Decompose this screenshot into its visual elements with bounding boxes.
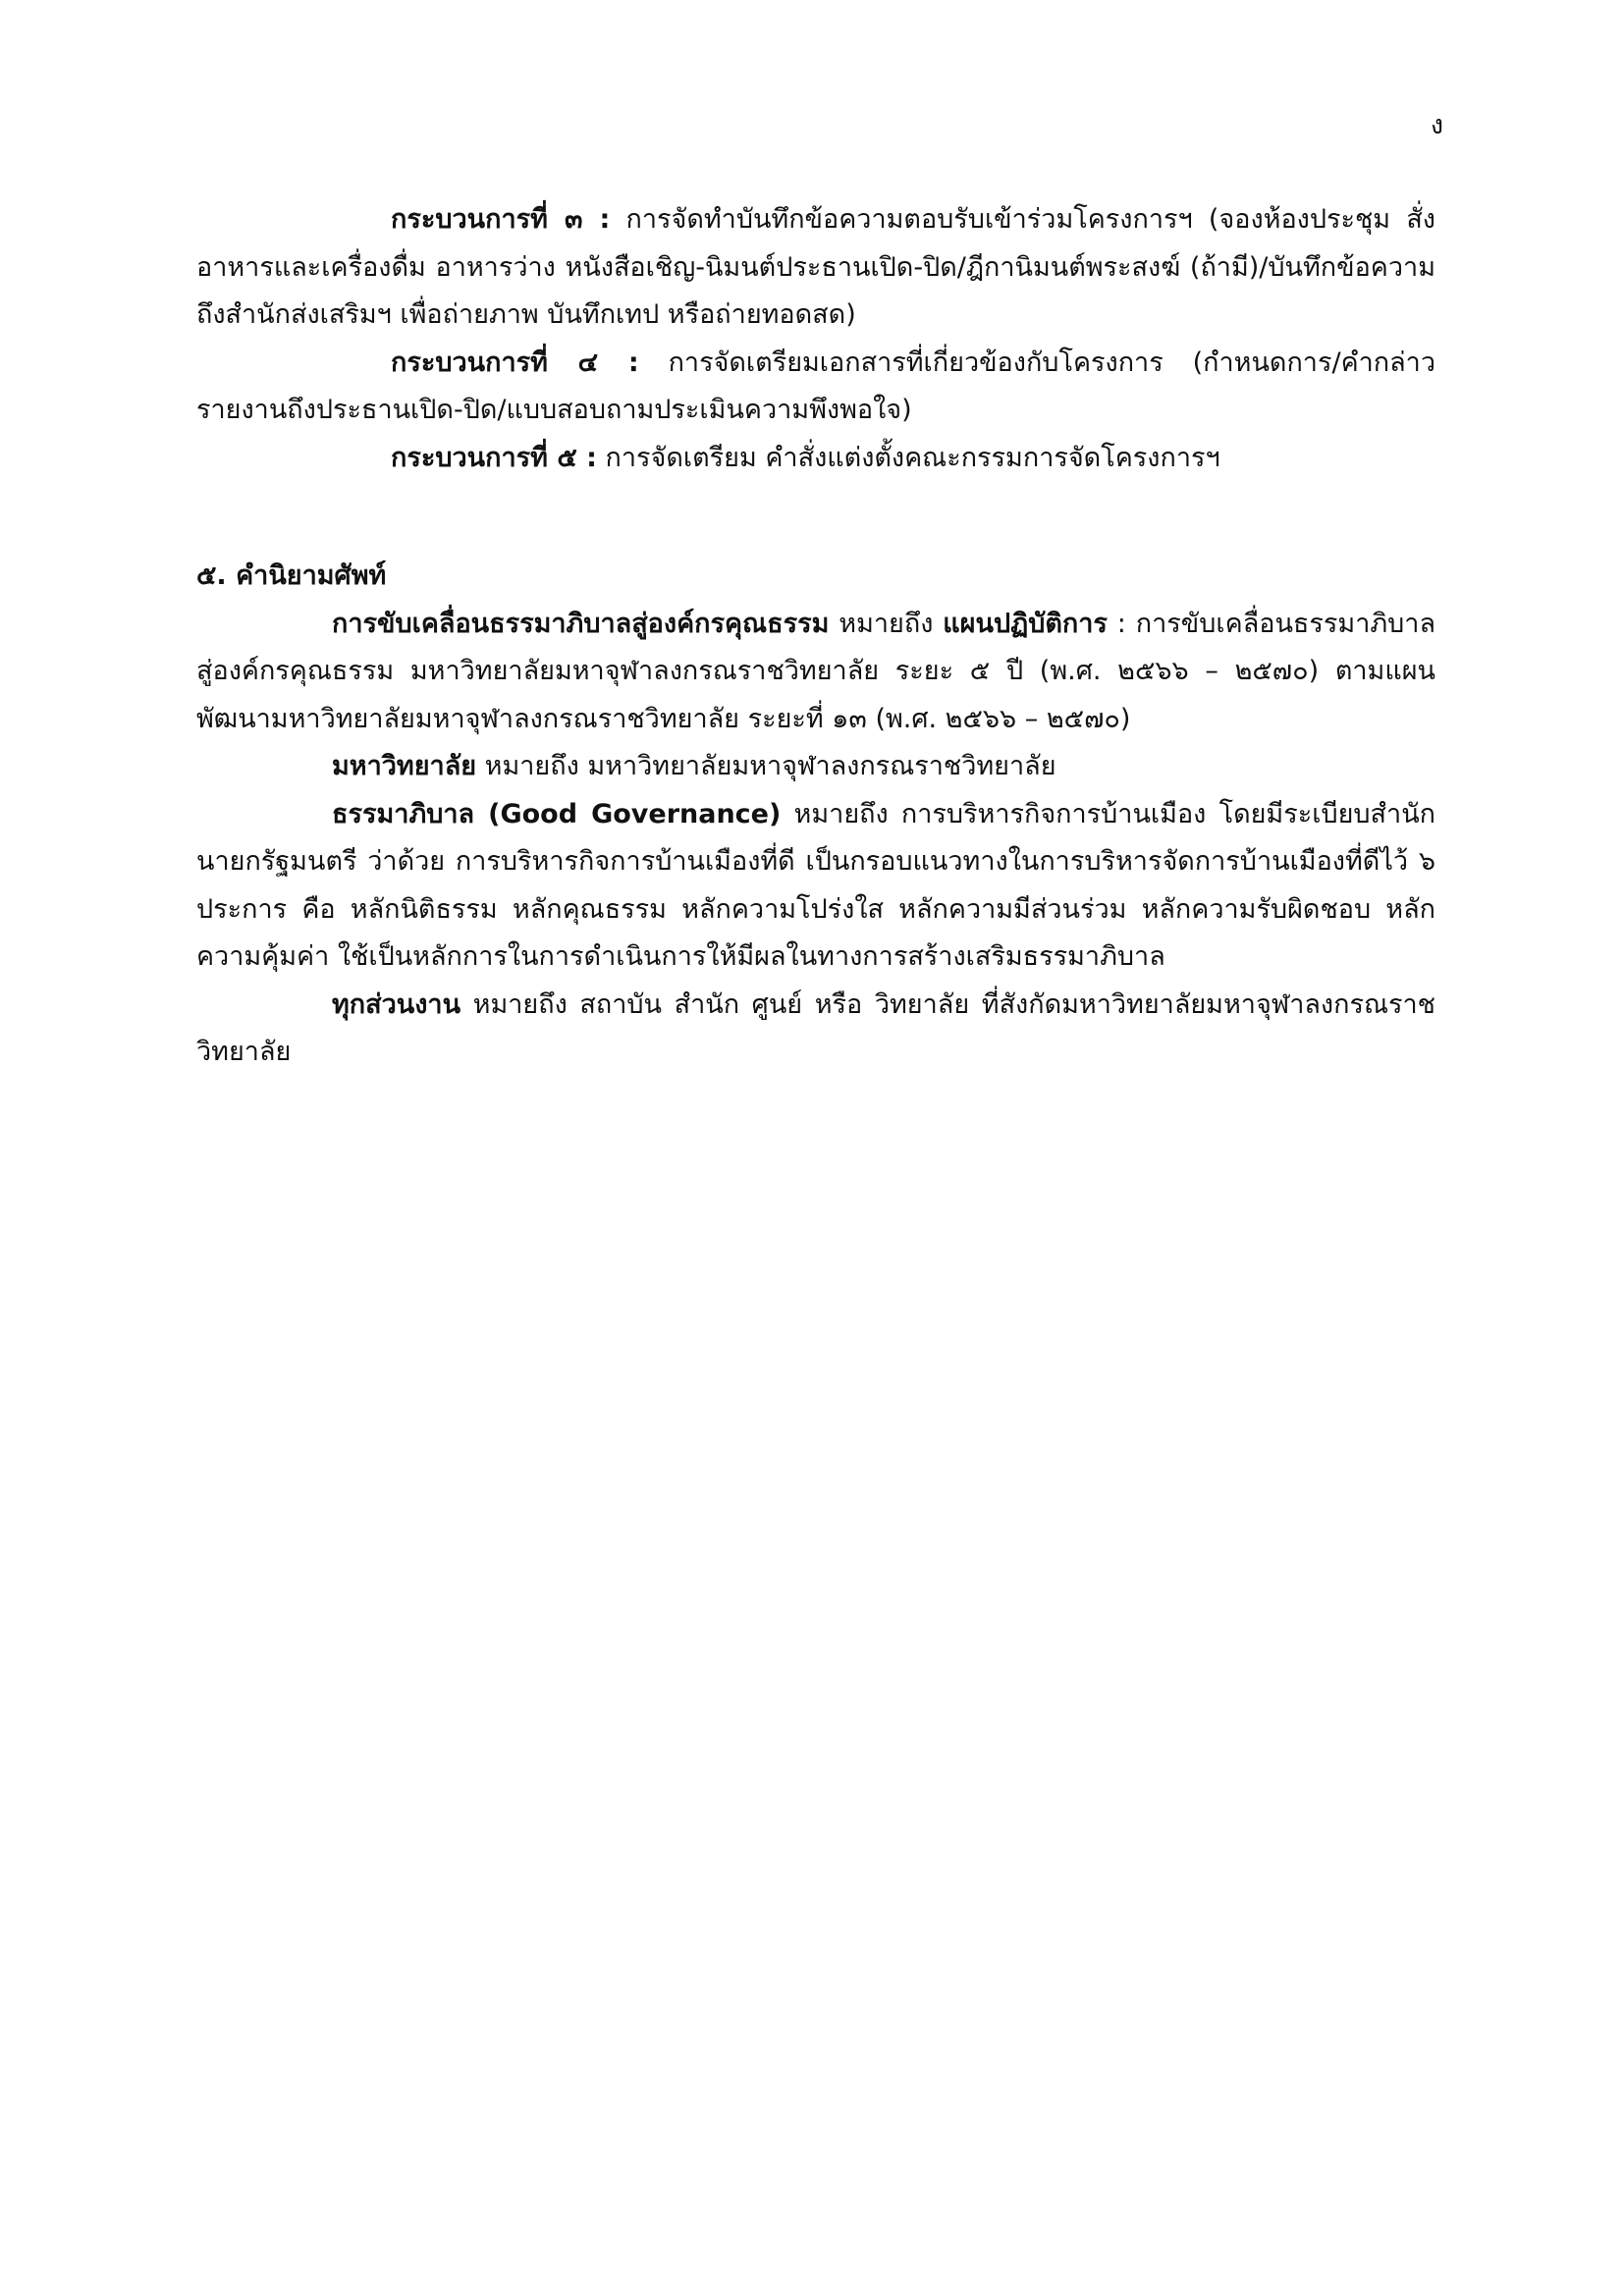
- page-number: ง: [1430, 110, 1443, 140]
- section-spacer: [196, 482, 1435, 553]
- definition-term: มหาวิทยาลัย: [332, 751, 477, 781]
- process-4-paragraph: [196, 340, 1435, 435]
- process-5-paragraph: [196, 435, 1435, 483]
- document-body: [196, 196, 1435, 1077]
- definition-good-governance: [196, 791, 1435, 982]
- process-5-label: กระบวนการที่ ๕ :: [391, 442, 597, 473]
- definition-term: ธรรมาภิบาล (Good Governance): [332, 798, 782, 829]
- definition-mid-text: หมายถึง: [829, 608, 944, 639]
- definition-term-secondary: แผนปฏิบัติการ: [943, 608, 1108, 639]
- process-3-text: การจัดทำบันทึกข้อความตอบรับเข้าร่วมโครงการฯ (จองห้องประชุม สั่งอาหารและเครื่องดื่ม อาหารว่าง หนังสือเชิญ-นิมนต์ประธานเปิด-ปิด/ฎีกานิมนต์พระสงฆ์ (ถ้ามี)/บันทึกข้อความถึงสำนักส่งเสริมฯ เพื่อถ่ายภาพ บันทึกเทป หรือถ่ายทอดสด): [196, 204, 1435, 330]
- definition-text: : การขับเคลื่อนธรรมาภิบาลสู่องค์กรคุณธรรม มหาวิทยาลัยมหาจุฬาลงกรณราชวิทยาลัย ระยะ ๕ ปี (พ.ศ. ๒๕๖๖ – ๒๕๗๐) ตามแผนพัฒนามหาวิทยาลัยมหาจุฬาลงกรณราชวิทยาลัย ระยะที่ ๑๓ (พ.ศ. ๒๕๖๖ – ๒๕๗๐): [196, 608, 1435, 734]
- process-3-label: กระบวนการที่ ๓ :: [391, 204, 611, 235]
- definition-all-units: [196, 982, 1435, 1077]
- process-4-text: การจัดเตรียมเอกสารที่เกี่ยวข้องกับโครงการ (กำหนดการ/คำกล่าวรายงานถึงประธานเปิด-ปิด/แบบสอบถามประเมินความพึงพอใจ): [196, 347, 1436, 425]
- process-3-paragraph: [196, 196, 1435, 340]
- definition-text: หมายถึง การบริหารกิจการบ้านเมือง โดยมีระเบียบสำนักนายกรัฐมนตรี ว่าด้วย การบริหารกิจการบ้านเมืองที่ดี เป็นกรอบแนวทางในการบริหารจัดการบ้านเมืองที่ดีไว้ ๖ ประการ คือ หลักนิติธรรม หลักคุณธรรม หลักความโปร่งใส หลักความมีส่วนร่วม หลักความรับผิดชอบ หลักความคุ้มค่า ใช้เป็นหลักการในการดำเนินการให้มีผลในทางการสร้างเสริมธรรมาภิบาล: [196, 798, 1435, 972]
- process-4-label: กระบวนการที่ ๔ :: [391, 347, 639, 378]
- definition-text: หมายถึง มหาวิทยาลัยมหาจุฬาลงกรณราชวิทยาลัย: [476, 751, 1056, 781]
- process-5-text: การจัดเตรียม คำสั่งแต่งตั้งคณะกรรมการจัดโครงการฯ: [596, 442, 1220, 473]
- definition-text: หมายถึง สถาบัน สำนัก ศูนย์ หรือ วิทยาลัย ที่สังกัดมหาวิทยาลัยมหาจุฬาลงกรณราชวิทยาลัย: [196, 988, 1435, 1067]
- definition-driving-good-governance: [196, 601, 1435, 744]
- definition-term: การขับเคลื่อนธรรมาภิบาลสู่องค์กรคุณธรรม: [332, 608, 830, 639]
- definition-university: [196, 743, 1435, 791]
- definition-term: ทุกส่วนงาน: [332, 988, 461, 1020]
- definitions-heading: ๕. คำนิยามศัพท์: [196, 561, 387, 591]
